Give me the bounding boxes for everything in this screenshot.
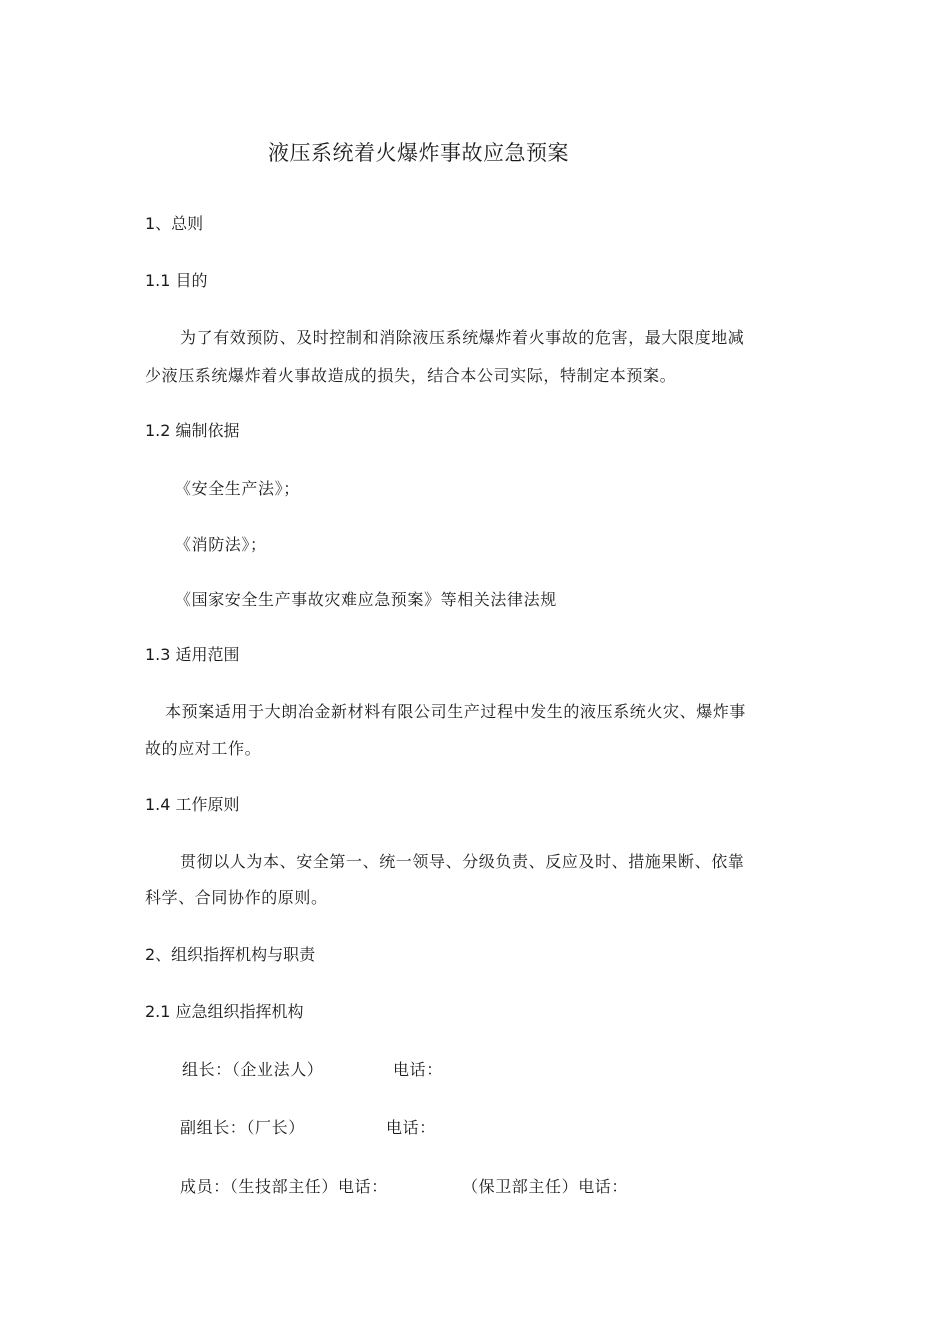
scope-paragraph-line-1: 本预案适用于大朗冶金新材料有限公司生产过程中发生的液压系统火灾、爆炸事 [165,702,747,721]
document-title: 液压系统着火爆炸事故应急预案 [268,141,569,165]
purpose-paragraph-line-1: 为了有效预防、及时控制和消除液压系统爆炸着火事故的危害，最大限度地减 [180,328,745,347]
scope-paragraph-line-2: 故的应对工作。 [145,739,262,758]
leader-phone-label: 电话： [393,1060,443,1079]
section-heading-1-3: 1.3 适用范围 [145,645,240,664]
basis-item-national-plan: 《国家安全生产事故灾难应急预案》等相关法律法规 [175,590,557,609]
principle-paragraph-line-1: 贯彻以人为本、安全第一、统一领导、分级负责、反应及时、措施果断、依靠 [180,852,745,871]
purpose-paragraph-line-2: 少液压系统爆炸着火事故造成的损失，结合本公司实际，特制定本预案。 [145,366,677,385]
basis-item-safety-law: 《安全生产法》； [175,479,300,498]
section-heading-2: 2、组织指挥机构与职责 [145,945,316,964]
section-heading-1-4: 1.4 工作原则 [145,795,240,814]
deputy-leader-label: 副组长：（厂长） [180,1118,305,1137]
section-heading-2-1: 2.1 应急组织指挥机构 [145,1002,304,1021]
members-label-security: （保卫部主任）电话： [462,1177,629,1196]
section-heading-1-2: 1.2 编制依据 [145,421,240,440]
section-heading-1: 1、总则 [145,214,204,233]
members-label-production: 成员：（生技部主任）电话： [180,1177,388,1196]
principle-paragraph-line-2: 科学、合同协作的原则。 [145,888,328,907]
deputy-leader-phone-label: 电话： [386,1118,436,1137]
leader-label: 组长：（企业法人） [182,1060,324,1079]
section-heading-1-1: 1.1 目的 [145,271,208,290]
basis-item-fire-law: 《消防法》； [175,535,267,554]
